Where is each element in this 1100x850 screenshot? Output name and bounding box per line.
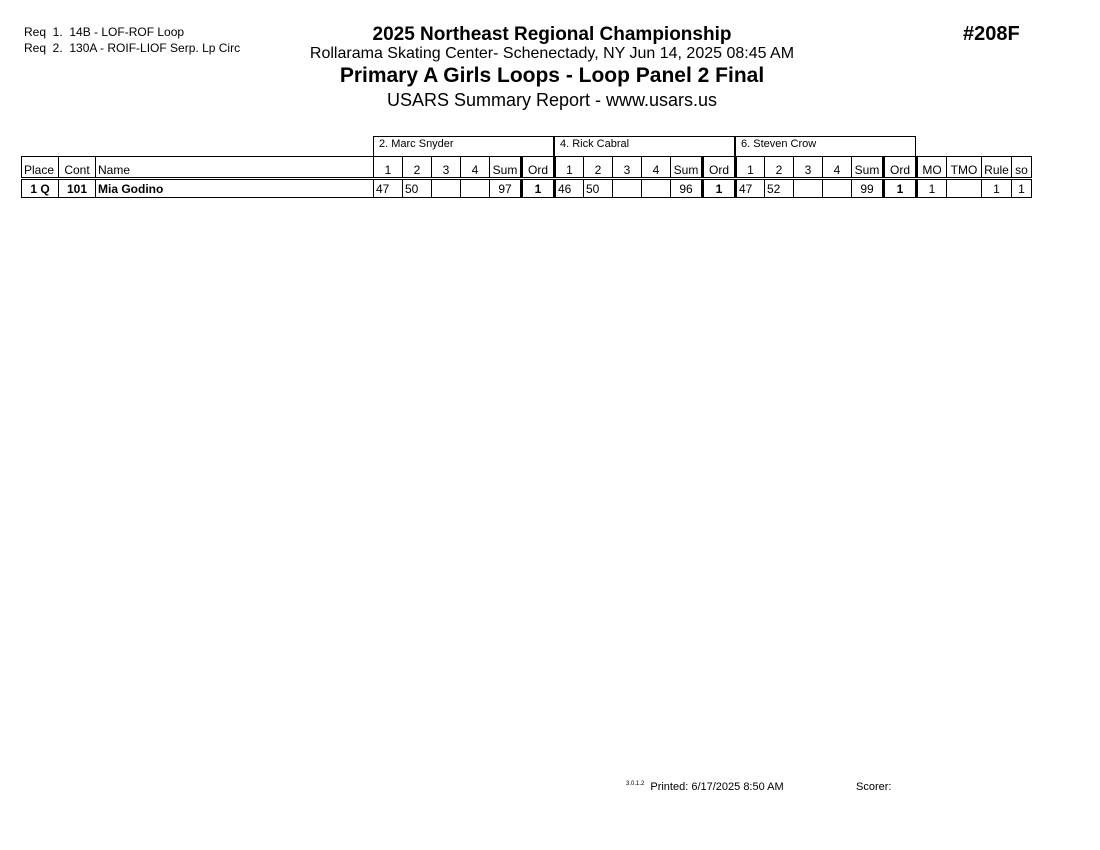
col-j2-s2: 2 bbox=[584, 157, 613, 179]
printed-footer bbox=[626, 781, 784, 793]
cell-j1-sum: 97 bbox=[490, 179, 522, 198]
col-place: Place bbox=[22, 157, 59, 179]
cell-j2-s2: 50 bbox=[584, 179, 613, 198]
cell-j2-s1: 46 bbox=[555, 179, 584, 198]
cell-j1-s4 bbox=[461, 179, 490, 198]
col-mo: MO bbox=[917, 157, 947, 179]
results-table bbox=[21, 156, 1032, 198]
cell-mo: 1 bbox=[917, 179, 947, 198]
judge-header-2: 4. Rick Cabral bbox=[554, 136, 735, 156]
col-j3-s2: 2 bbox=[765, 157, 794, 179]
cell-j2-ord: 1 bbox=[703, 179, 736, 198]
event-number: #208F bbox=[963, 23, 1020, 45]
col-tmo: TMO bbox=[947, 157, 982, 179]
competition-title: 2025 Northeast Regional Championship bbox=[372, 24, 732, 45]
col-j1-s3: 3 bbox=[432, 157, 461, 179]
cell-so: 1 bbox=[1012, 179, 1032, 198]
cell-j3-s3 bbox=[794, 179, 823, 198]
col-name: Name bbox=[96, 157, 374, 179]
table-header-row bbox=[22, 157, 1032, 179]
cell-j1-s2: 50 bbox=[403, 179, 432, 198]
col-j1-ord: Ord bbox=[522, 157, 555, 179]
col-rule: Rule bbox=[982, 157, 1012, 179]
requirement-1: Req 1. 14B - LOF-ROF Loop bbox=[24, 25, 185, 39]
judge-header-3: 6. Steven Crow bbox=[735, 136, 916, 156]
cell-j2-s3 bbox=[613, 179, 642, 198]
cell-tmo bbox=[947, 179, 982, 198]
cell-j1-s3 bbox=[432, 179, 461, 198]
col-j3-sum: Sum bbox=[852, 157, 884, 179]
version-mark: 3.0.1.2 bbox=[626, 781, 645, 787]
col-j3-ord: Ord bbox=[884, 157, 917, 179]
judge-header-1: 2. Marc Snyder bbox=[373, 136, 554, 156]
requirement-2: Req 2. 130A - ROIF-LIOF Serp. Lp Circ bbox=[24, 41, 241, 55]
cell-j3-s2: 52 bbox=[765, 179, 794, 198]
col-j1-s1: 1 bbox=[374, 157, 403, 179]
cell-j3-s1: 47 bbox=[736, 179, 765, 198]
table-row bbox=[22, 179, 1032, 198]
report-title: USARS Summary Report - www.usars.us bbox=[386, 90, 718, 110]
col-j2-s4: 4 bbox=[642, 157, 671, 179]
printed-timestamp: Printed: 6/17/2025 8:50 AM bbox=[650, 781, 784, 793]
venue-date-line: Rollarama Skating Center- Schenectady, NY Jun 14, 2025 08:45 AM bbox=[309, 45, 795, 62]
col-j2-s3: 3 bbox=[613, 157, 642, 179]
cell-j2-s4 bbox=[642, 179, 671, 198]
col-j3-s3: 3 bbox=[794, 157, 823, 179]
col-so: so bbox=[1012, 157, 1032, 179]
cell-place: 1 Q bbox=[22, 179, 59, 198]
cell-j1-ord: 1 bbox=[522, 179, 555, 198]
cell-j3-ord: 1 bbox=[884, 179, 917, 198]
cell-j2-sum: 96 bbox=[671, 179, 703, 198]
col-j1-sum: Sum bbox=[490, 157, 522, 179]
cell-j3-s4 bbox=[823, 179, 852, 198]
col-cont: Cont bbox=[59, 157, 96, 179]
col-j3-s4: 4 bbox=[823, 157, 852, 179]
col-j1-s4: 4 bbox=[461, 157, 490, 179]
cell-name: Mia Godino bbox=[96, 179, 374, 198]
cell-j1-s1: 47 bbox=[374, 179, 403, 198]
col-j2-s1: 1 bbox=[555, 157, 584, 179]
col-j3-s1: 1 bbox=[736, 157, 765, 179]
col-j2-sum: Sum bbox=[671, 157, 703, 179]
scorer-label: Scorer: bbox=[856, 781, 892, 793]
cell-rule: 1 bbox=[982, 179, 1012, 198]
event-title: Primary A Girls Loops - Loop Panel 2 Final bbox=[339, 64, 765, 87]
cell-j3-sum: 99 bbox=[852, 179, 884, 198]
col-j2-ord: Ord bbox=[703, 157, 736, 179]
cell-cont: 101 bbox=[59, 179, 96, 198]
col-j1-s2: 2 bbox=[403, 157, 432, 179]
